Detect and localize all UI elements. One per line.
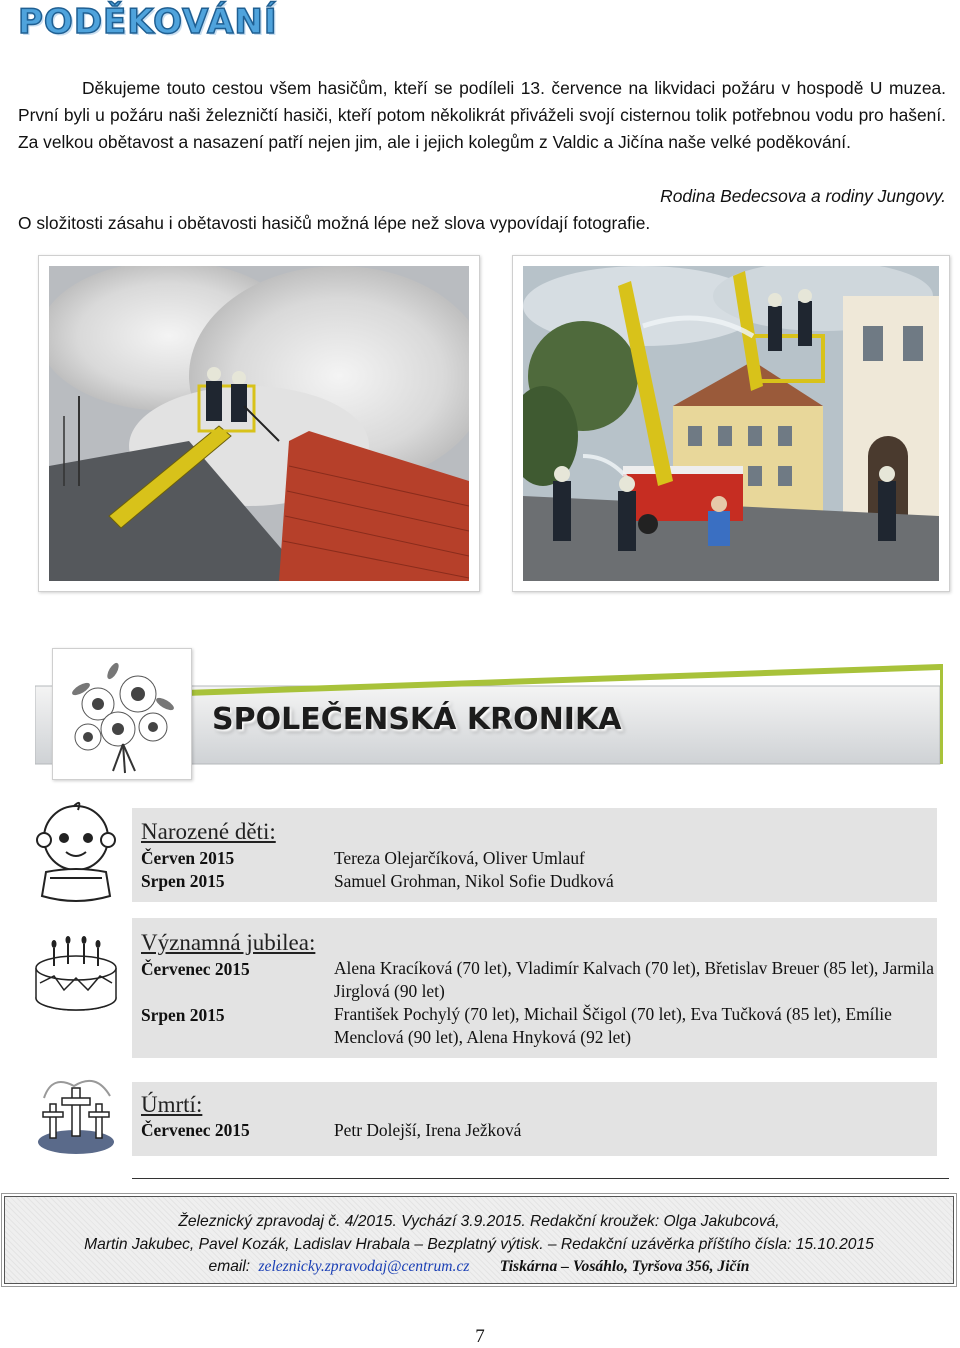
footer-line-1: Železnický zpravodaj č. 4/2015. Vychází 3.9.2015. Redakční kroužek: Olga Jakubcová, <box>178 1213 780 1230</box>
births-month-2: Srpen 2015 <box>141 871 225 891</box>
thanks-text: Děkujeme touto cestou všem hasičům, kteří se podíleli 13. července na likvidaci požáru v hospodě U muzea. První byli u požáru naši železničtí hasiči, kteří potom několikrát přiváželi svojí cisternou tolik potřebnou vodu pro hašení. Za velkou obětavost a nasazení patří nejen jim, ale i jejich kolegům z Valdic a Jičína naše velké poděkování. <box>18 78 946 152</box>
fire-roof-image <box>49 266 469 581</box>
baby-icon <box>30 796 122 908</box>
jubilee-box <box>132 918 937 1058</box>
fire-roof-photo <box>38 255 480 592</box>
street-crane-image <box>523 266 939 581</box>
photo-note: O složitosti zásahu i obětavosti hasičů možná lépe než slova vypovídají fotografie. <box>18 213 651 233</box>
footer-divider <box>132 1178 949 1179</box>
births-month-1: Červen 2015 <box>141 848 235 868</box>
deaths-month-1: Červenec 2015 <box>141 1120 250 1140</box>
kronika-title: SPOLEČENSKÁ KRONIKA <box>212 702 622 737</box>
footer-box <box>4 1196 954 1284</box>
jubilee-month-1: Červenec 2015 <box>141 959 250 979</box>
footer-line-2: Martin Jakubec, Pavel Kozák, Ladislav Hrabala – Bezplatný výtisk. – Redakční uzávěrka příštího čísla: 15.10.2015 <box>84 1236 874 1253</box>
births-names-2: Samuel Grohman, Nikol Sofie Dudková <box>334 871 614 891</box>
printer-info: Tiskárna – Vosáhlo, Tyršova 356, Jičín <box>499 1258 750 1275</box>
flower-bouquet-image <box>52 648 192 780</box>
deaths-names-1: Petr Dolejší, Irena Ježková <box>334 1120 522 1140</box>
jubilee-heading: Významná jubilea: <box>141 930 316 955</box>
email-link[interactable]: zeleznicky.zpravodaj@centrum.cz <box>258 1258 470 1275</box>
email-label: email: <box>208 1258 251 1275</box>
footer-line-3 <box>5 1258 953 1276</box>
crosses-icon <box>30 1068 122 1158</box>
jubilee-names-1: Alena Kracíková (70 let), Vladimír Kalvach (70 let), Břetislav Breuer (85 let), Jarmila Jirglová (90 let) <box>334 958 934 1001</box>
births-names-1: Tereza Olejarčíková, Oliver Umlauf <box>334 848 585 868</box>
jubilee-names-2: František Pochylý (70 let), Michail Ščigol (70 let), Eva Tučková (85 let), Emílie Menclová (90 let), Alena Hnyková (92 let) <box>334 1004 892 1047</box>
births-heading: Narozené děti: <box>141 819 276 844</box>
cake-icon <box>30 928 122 1020</box>
thanks-paragraph <box>18 75 946 156</box>
births-box <box>132 808 937 902</box>
deaths-box <box>132 1082 937 1156</box>
page-title: PODĚKOVÁNÍ <box>18 2 278 42</box>
thanks-signature: Rodina Bedecsova a rodiny Jungovy. <box>660 186 946 206</box>
street-crane-photo <box>512 255 950 592</box>
deaths-heading: Úmrtí: <box>141 1092 203 1117</box>
jubilee-month-2: Srpen 2015 <box>141 1005 225 1025</box>
page-number: 7 <box>475 1326 485 1347</box>
